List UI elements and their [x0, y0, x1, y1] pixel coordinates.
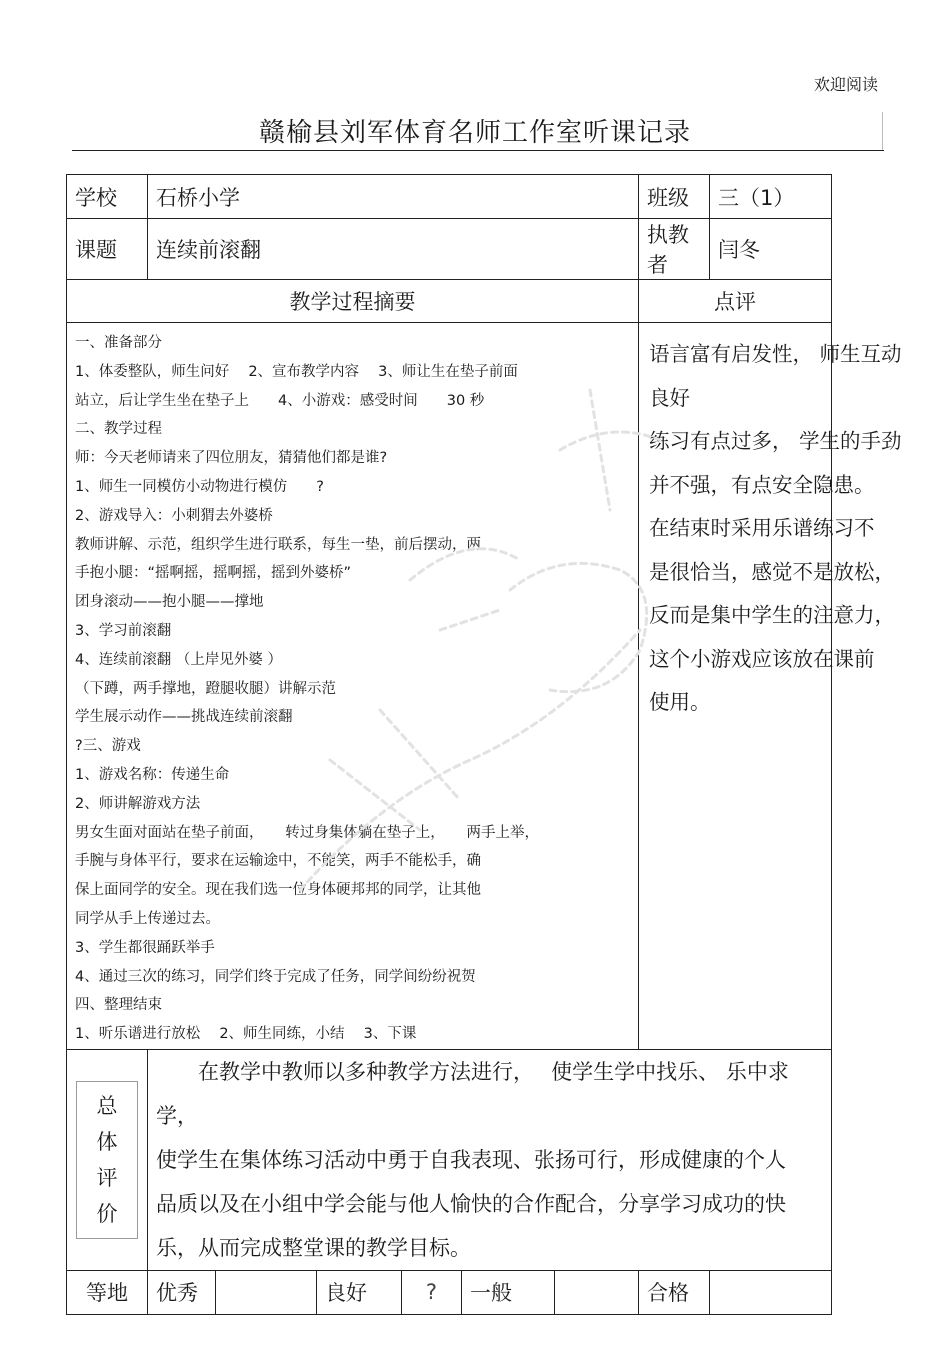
process-summary [67, 323, 639, 1050]
comment-line: 这个小游戏应该放在课前 [649, 646, 875, 671]
process-line: 团身滚动——抱小腿——撑地 [75, 594, 264, 611]
comment-line: 是很恰当，感觉不是放松， [649, 559, 896, 584]
comment-line: 在结束时采用乐谱练习不 [649, 516, 875, 540]
grade-pass-label: 合格 [639, 1270, 710, 1314]
summary-line: 品质以及在小组中学会能与他人愉快的合作配合，分享学习成功的快 [156, 1191, 786, 1216]
comment-line: 反而是集中学生的注意力， [649, 603, 896, 627]
process-line: 4、连续前滚翻 （上岸见外婆 ） [75, 651, 282, 668]
summary-label-cell [67, 1049, 148, 1270]
grade-average-box [555, 1270, 639, 1314]
summary-label-char: 总 [96, 1093, 118, 1118]
page-corner-note: 欢迎阅读 [813, 75, 878, 94]
school-row [67, 175, 832, 219]
process-line: 3、学生都很踊跃举手 [75, 939, 215, 956]
grade-label: 等地 [67, 1270, 148, 1314]
class-value: 三（1） [710, 175, 832, 219]
process-line: 师：今天老师请来了四位朋友，猜猜他们都是谁? [75, 450, 388, 467]
process-line: 站立，后让学生坐在垫子上 4、小游戏：感受时间 30 秒 [75, 392, 485, 409]
process-line: （下蹲，两手撑地，蹬腿收腿）讲解示范 [75, 680, 336, 697]
teacher-value: 闫冬 [710, 219, 832, 280]
process-line: 手抱小腿：“摇啊摇，摇啊摇，摇到外婆桥” [75, 565, 352, 582]
school-value: 石桥小学 [148, 175, 639, 219]
grade-good-label: 良好 [317, 1270, 402, 1314]
summary-line: 使学生在集体练习活动中勇于自我表现、张扬可行，形成健康的个人 [156, 1147, 786, 1172]
summary-text [148, 1049, 832, 1270]
process-line: 四、整理结束 [75, 997, 162, 1014]
observation-record-table [66, 174, 902, 1315]
process-line: 3、学习前滚翻 [75, 622, 172, 639]
process-line: 一、准备部分 [75, 335, 162, 351]
comment-line: 并不强，有点安全隐患。 [649, 472, 875, 497]
summary-label-box [76, 1081, 138, 1239]
summary-row [67, 1049, 832, 1270]
topic-label: 课题 [67, 219, 148, 280]
topic-value: 连续前滚翻 [148, 219, 639, 280]
grade-excellent-label: 优秀 [148, 1270, 216, 1314]
process-line: 男女生面对面站在垫子前面， 转过身集体躺在垫子上， 两手上举， [75, 824, 539, 841]
comment-heading: 点评 [639, 280, 832, 323]
process-line: 保上面同学的安全。现在我们选一位身体硬邦邦的同学，让其他 [75, 882, 481, 899]
process-line: 2、师讲解游戏方法 [75, 795, 201, 812]
process-heading: 教学过程摘要 [67, 280, 639, 323]
process-line: ?三、游戏 [75, 738, 141, 755]
comment-line: 良好 [649, 385, 691, 410]
comment-text [639, 323, 902, 1050]
comment-line: 练习有点过多， 学生的手劲 [649, 429, 902, 453]
summary-label-char: 评 [96, 1165, 118, 1190]
process-line: 1、体委整队，师生问好 2、宣布教学内容 3、师让生在垫子前面 [75, 363, 518, 380]
process-line: 1、听乐谱进行放松 2、师生同练，小结 3、下课 [75, 1026, 417, 1043]
section-heading-row [67, 280, 832, 323]
process-line: 同学从手上传递过去。 [75, 910, 220, 927]
school-label: 学校 [67, 175, 148, 219]
summary-label-char: 体 [96, 1129, 118, 1154]
process-line: 1、游戏名称：传递生命 [75, 766, 230, 783]
summary-line [156, 1050, 823, 1138]
summary-label-char: 价 [96, 1201, 118, 1226]
summary-line-text: 在教学中教师以多种教学方法进行， 使学生学中找乐、 乐中求学， [156, 1059, 789, 1128]
comment-line: 语言富有启发性， 师生互动 [649, 342, 902, 366]
summary-line: 乐，从而完成整堂课的教学目标。 [156, 1235, 471, 1260]
process-line: 学生展示动作——挑战连续前滚翻 [75, 709, 293, 726]
grade-excellent-box [216, 1270, 317, 1314]
process-line: 1、师生一同模仿小动物进行模仿 ? [75, 478, 324, 495]
comment-line: 使用。 [649, 690, 711, 714]
title-underline [72, 150, 884, 151]
title-margin-mark [882, 112, 883, 150]
grade-good-mark: ? [402, 1270, 462, 1314]
process-line: 二、教学过程 [75, 421, 162, 438]
page-title: 赣榆县刘军体育名师工作室听课记录 [258, 118, 691, 148]
teacher-label: 执教者 [639, 219, 710, 280]
topic-row [67, 219, 832, 280]
grade-row [67, 1270, 832, 1314]
class-label: 班级 [639, 175, 710, 219]
process-line: 教师讲解、示范，组织学生进行联系，每生一垫，前后摆动，两 [75, 536, 481, 553]
grade-pass-box [710, 1270, 832, 1314]
process-line: 2、游戏导入：小刺猬去外婆桥 [75, 507, 273, 524]
process-line: 手腕与身体平行，要求在运输途中，不能笑，两手不能松手，确 [75, 853, 481, 870]
content-row [67, 323, 832, 1050]
grade-average-label: 一般 [462, 1270, 555, 1314]
process-line: 4、通过三次的练习，同学们终于完成了任务，同学间纷纷祝贺 [75, 968, 476, 985]
